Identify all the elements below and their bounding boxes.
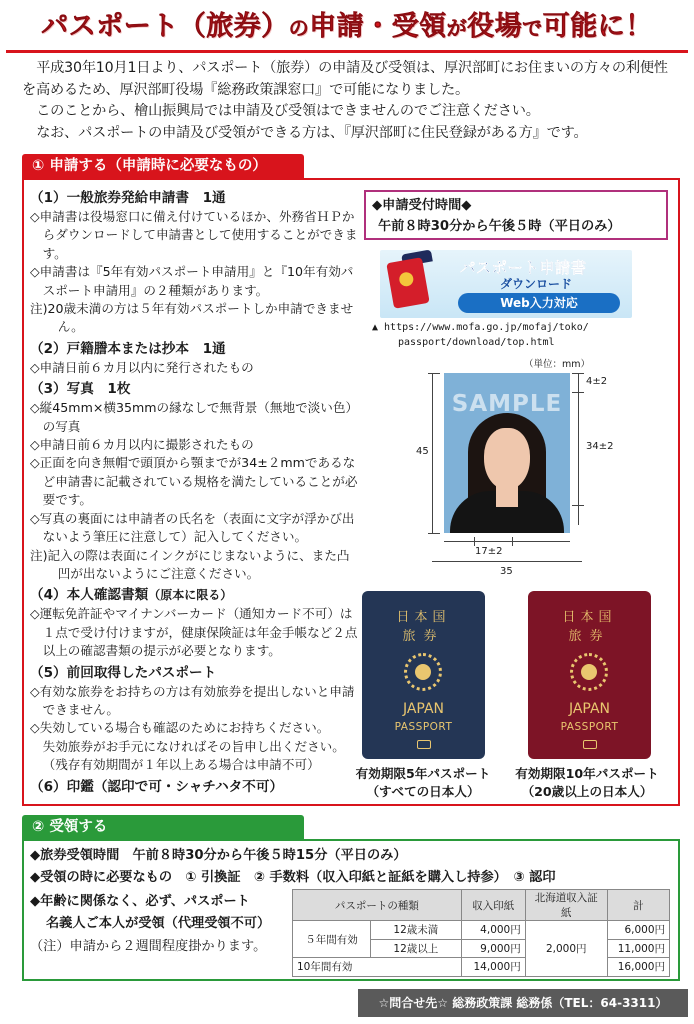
title-part-passport: パスポート（旅券） bbox=[41, 11, 289, 42]
photo-unit-label: （単位：mm） bbox=[524, 359, 591, 370]
table-cell: 10年間有効 bbox=[293, 958, 462, 977]
receive-in-person-2: 名義人ご本人が受領（代理受領不可） bbox=[46, 916, 271, 931]
dim-face-label: 34±2 bbox=[586, 441, 614, 452]
dim-line-width bbox=[444, 541, 570, 542]
fee-table bbox=[292, 889, 670, 977]
application-hours-box bbox=[364, 190, 668, 240]
dim-width-label: 35 bbox=[500, 566, 513, 577]
passport-japan: JAPAN bbox=[568, 701, 611, 717]
req-item: ◇申請日前６カ月以内に撮影されたもの bbox=[30, 437, 254, 453]
ic-chip-icon bbox=[417, 740, 431, 749]
banner-subtitle: ダウンロード bbox=[500, 277, 573, 291]
passport-10yr-caption-line-2: （20歳以上の日本人） bbox=[521, 784, 653, 799]
passport-10yr-image bbox=[528, 591, 651, 759]
dim-top-label: 4±2 bbox=[586, 376, 608, 387]
dim-tick bbox=[572, 373, 584, 374]
download-banner[interactable] bbox=[380, 250, 632, 318]
photo-face bbox=[484, 428, 530, 490]
passport-kanji-passport: 旅券 bbox=[402, 629, 445, 644]
req-item: （残存有効期間が１年以上ある場合は申請不可） bbox=[42, 757, 320, 773]
apply-requirements bbox=[30, 186, 358, 797]
table-cell: 12歳以上 bbox=[371, 939, 462, 958]
receive-note: （注）申請から２週間程度掛かります。 bbox=[30, 939, 267, 954]
dim-line-total-width bbox=[432, 561, 582, 562]
table-cell: 14,000円 bbox=[461, 958, 525, 977]
dim-line-right bbox=[578, 373, 579, 525]
download-url[interactable] bbox=[372, 320, 642, 350]
req-item: ◇申請日前６カ月以内に発行されたもの bbox=[30, 359, 254, 375]
chrysanthemum-seal-icon bbox=[404, 653, 442, 691]
dim-tick bbox=[474, 537, 475, 546]
title-part-apply: 申請・受領 bbox=[309, 11, 447, 42]
dim-tick bbox=[428, 533, 440, 534]
req-heading-previous-passport: （5）前回取得したパスポート bbox=[30, 664, 217, 681]
sample-photo bbox=[444, 373, 570, 533]
req-heading-photo: （3）写真 1枚 bbox=[30, 381, 131, 398]
req-heading-id bbox=[30, 586, 358, 605]
req-item: ◇正面を向き無帽で頭頂から顎までが34±２mmであるなど申請書に記載されている規格を満たしていることが必要です。 bbox=[30, 455, 358, 508]
intro-text bbox=[22, 58, 674, 144]
table-cell: 4,000円 bbox=[461, 921, 525, 940]
download-url-line-2: passport/download/top.html bbox=[398, 337, 555, 348]
table-header: パスポートの種類 bbox=[293, 890, 462, 921]
passport-japan: JAPAN bbox=[402, 701, 445, 717]
req-note: 注)20歳未満の方は５年有効パスポートしか申請できません。 bbox=[30, 301, 354, 335]
application-hours-label: ◆申請受付時間◆ bbox=[372, 198, 472, 213]
req-heading-id-main: （4）本人確認書類 bbox=[30, 587, 149, 604]
table-cell: ５年間有効 bbox=[293, 921, 371, 958]
dim-line-height bbox=[432, 373, 433, 533]
receive-requirements: ◆受領の時に必要なもの ① 引換証 ② 手数料（収入印紙と証紙を購入し持参） ③ 認印 bbox=[30, 870, 556, 885]
chrysanthemum-seal-icon bbox=[570, 653, 608, 691]
intro-paragraph-1: 平成30年10月1日より、パスポート（旅券）の申請及び受領は、厚沢部町にお住まいの方々の利便性を高めるため、厚沢部町役場『総務政策課窓口』で可能になりました。 bbox=[22, 60, 668, 98]
table-cell: 12歳未満 bbox=[371, 921, 462, 940]
passport-5yr-caption-line-2: （すべての日本人） bbox=[366, 784, 480, 799]
table-cell: 16,000円 bbox=[607, 958, 669, 977]
banner-web-pill: Web入力対応 bbox=[458, 293, 620, 313]
req-item: ◇運転免許証やマイナンバーカード（通知カード不可）は１点で受け付けますが，健康保険証は年金手帳など２点以上の確認書類の提示が必要となります。 bbox=[30, 606, 358, 659]
receive-hours: ◆旅券受領時間 午前８時30分から午後５時15分（平日のみ） bbox=[30, 848, 407, 863]
passport-5yr-caption bbox=[338, 765, 508, 801]
download-url-line-1: ▲ https://www.mofa.go.jp/mofaj/toko/ bbox=[372, 322, 589, 333]
title-part-de: で bbox=[522, 16, 543, 40]
section-apply-tab: ① 申請する（申請時に必要なもの） bbox=[22, 154, 304, 179]
req-item: ◇写真の裏面には申請者の氏名を（表面に文字が浮かび出ないよう筆圧に注意して）記入してください。 bbox=[30, 510, 355, 545]
title-part-possible: 可能に！ bbox=[542, 11, 653, 42]
passport-word: PASSPORT bbox=[560, 721, 619, 733]
ic-chip-icon bbox=[583, 740, 597, 749]
intro-paragraph-2: このことから、檜山振興局では申請及び受領はできませんのでご注意ください。 bbox=[36, 103, 540, 119]
passport-5yr-caption-line-1: 有効期限5年パスポート bbox=[355, 766, 491, 781]
req-item: ◇申請書は『5年有効パスポート申請用』と『10年有効パスポート申請用』の２種類があります。 bbox=[30, 264, 354, 298]
title-part-office: 役場 bbox=[467, 11, 523, 42]
table-cell: 2,000円 bbox=[525, 921, 607, 977]
req-heading-family-register: （2）戸籍謄本または抄本 1通 bbox=[30, 340, 226, 357]
passport-kanji-passport: 旅券 bbox=[568, 629, 611, 644]
dim-tick bbox=[428, 373, 440, 374]
table-row bbox=[293, 921, 670, 940]
title-part-no: の bbox=[288, 16, 310, 40]
req-item: ◇失効している場合も確認のためにお持ちください。 bbox=[30, 720, 330, 736]
req-item: ◇有効な旅券をお持ちの方は有効旅券を提出しないと申請できません。 bbox=[30, 683, 355, 717]
application-hours-value: 午前８時30分から午後５時（平日のみ） bbox=[378, 219, 621, 234]
dim-tick bbox=[572, 505, 584, 506]
table-row bbox=[293, 958, 670, 977]
table-header: 北海道収入証紙 bbox=[525, 890, 607, 921]
dim-height-label: 45 bbox=[416, 446, 429, 457]
passport-kanji-country: 日本国 bbox=[562, 610, 617, 625]
passport-5yr-image bbox=[362, 591, 485, 759]
table-cell: 11,000円 bbox=[607, 939, 669, 958]
table-cell: 6,000円 bbox=[607, 921, 669, 940]
req-item: ◇申請書は役場窓口に備え付けているほか、外務省ＨＰからダウンロードして申請書として使用することができます。 bbox=[30, 209, 358, 261]
intro-paragraph-3: なお、パスポートの申請及び受領ができる方は、『厚沢部町に住民登録がある方』です。 bbox=[36, 124, 588, 141]
photo-watermark: SAMPLE bbox=[451, 391, 563, 417]
passport-mascot-icon bbox=[386, 257, 429, 309]
req-heading-seal: （6）印鑑（認印で可・シャチハタ不可） bbox=[30, 778, 284, 795]
req-heading-application: （1）一般旅券発給申請書 1通 bbox=[30, 190, 226, 206]
dim-tick bbox=[572, 392, 584, 393]
passport-kanji-country: 日本国 bbox=[396, 610, 451, 625]
passport-10yr-caption-line-1: 有効期限10年パスポート bbox=[515, 766, 659, 781]
passport-word: PASSPORT bbox=[394, 721, 453, 733]
req-note: 注)記入の際は表面にインクがにじまないように、また凸凹が出ないようにご注意ください。 bbox=[30, 547, 350, 581]
dim-face-width-label: 17±2 bbox=[475, 546, 503, 557]
req-item: ◇縦45mm×横35mmの縁なしで無背景（無地で淡い色）の写真 bbox=[30, 400, 352, 434]
table-cell: 9,000円 bbox=[461, 939, 525, 958]
passport-10yr-caption bbox=[502, 765, 672, 801]
page-title bbox=[0, 4, 694, 50]
title-underline bbox=[6, 50, 688, 53]
banner-title: パスポート申請書 bbox=[460, 259, 587, 277]
contact-banner: ☆問合せ先☆ 総務政策課 総務係（TEL：64-3311） bbox=[358, 989, 688, 1017]
title-part-ga: が bbox=[446, 16, 468, 40]
dim-tick bbox=[512, 537, 513, 546]
receive-in-person-1: ◆年齢に関係なく、必ず、パスポート bbox=[30, 894, 250, 909]
table-header-row bbox=[293, 890, 670, 921]
req-item: 失効旅券がお手元になければその旨申し出ください。 bbox=[42, 738, 345, 754]
section-receive-tab: ② 受領する bbox=[22, 815, 304, 840]
table-header: 収入印紙 bbox=[461, 890, 525, 921]
req-heading-id-sub: （原本に限る） bbox=[148, 588, 233, 603]
table-header: 計 bbox=[607, 890, 669, 921]
